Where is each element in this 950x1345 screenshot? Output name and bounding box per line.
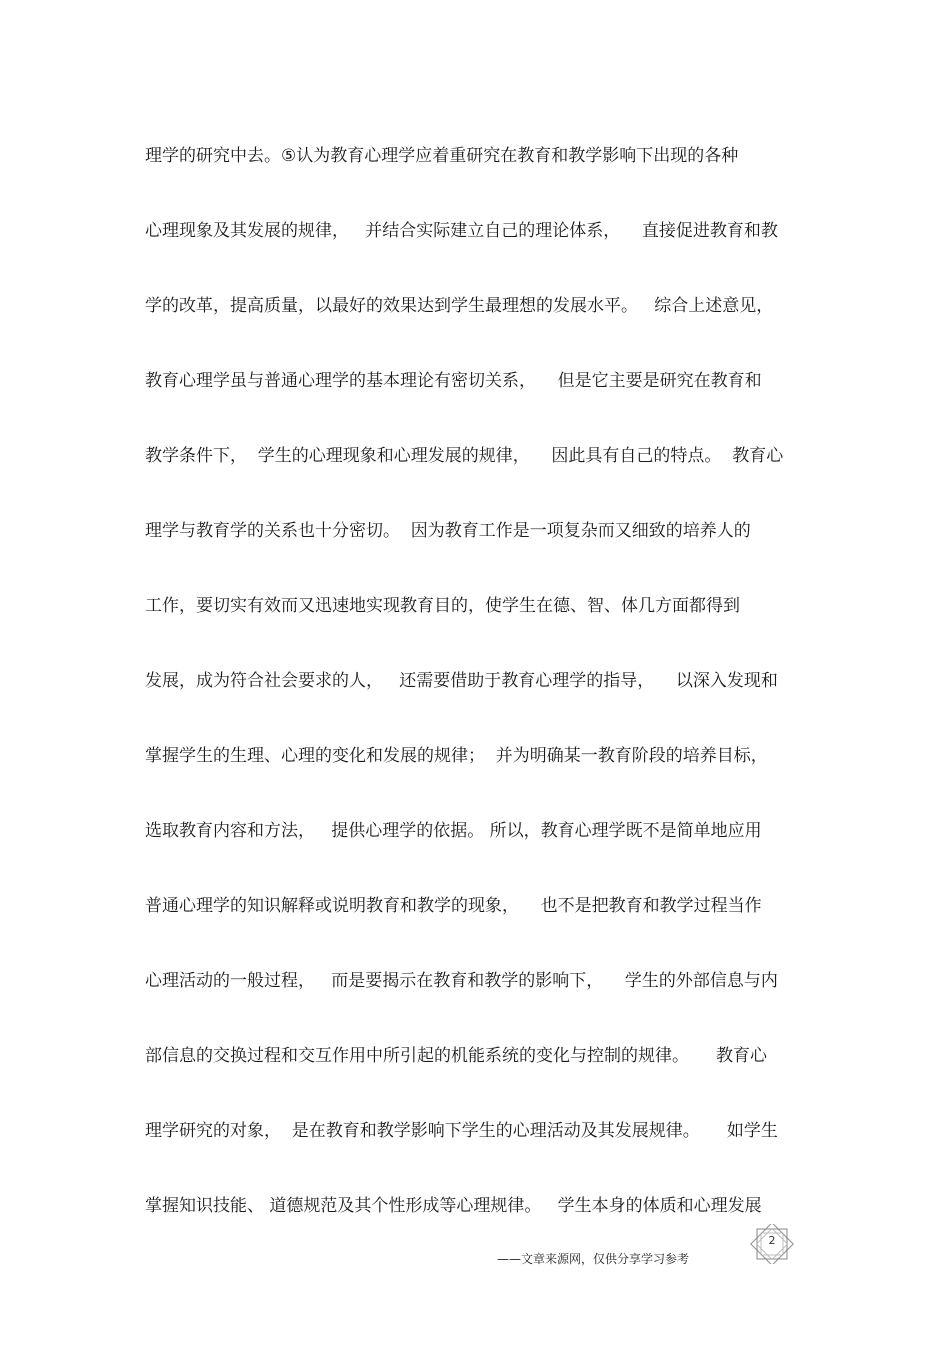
text-line-2: 心理现象及其发展的规律， 并结合实际建立自己的理论体系， 直接促进教育和教: [145, 221, 778, 241]
text-line-9: 掌握学生的生理、心理的变化和发展的规律； 并为明确某一教育阶段的培养目标，: [145, 746, 768, 766]
page-number: 2: [768, 1234, 776, 1247]
text-line-12: 心理活动的一般过程， 而是要揭示在教育和教学的影响下， 学生的外部信息与内: [145, 971, 778, 991]
text-line-14: 理学研究的对象， 是在教育和教学影响下学生的心理活动及其发展规律。 如学生: [145, 1121, 778, 1141]
text-line-10: 选取教育内容和方法， 提供心理学的依据。 所以，教育心理学既不是简单地应用: [145, 821, 762, 841]
text-line-1: 理学的研究中去。⑤认为教育心理学应着重研究在教育和教学影响下出现的各种: [145, 146, 739, 166]
source-note: ——文章来源网，仅供分享学习参考: [497, 1252, 690, 1266]
text-line-15: 掌握知识技能、 道德规范及其个性形成等心理规律。 学生本身的体质和心理发展: [145, 1196, 762, 1216]
text-line-3: 学的改革，提高质量，以最好的效果达到学生最理想的发展水平。 综合上述意见，: [145, 296, 774, 316]
body-text: [145, 138, 815, 1263]
page-number-badge: [750, 1224, 794, 1264]
text-line-5: 教学条件下， 学生的心理现象和心理发展的规律， 因此具有自己的特点。 教育心: [145, 446, 784, 466]
text-line-6: 理学与教育学的关系也十分密切。 因为教育工作是一项复杂而又细致的培养人的: [145, 521, 751, 541]
text-line-11: 普通心理学的知识解释或说明教育和教学的现象， 也不是把教育和教学过程当作: [145, 896, 762, 916]
text-line-7: 工作，要切实有效而又迅速地实现教育目的，使学生在德、智、体几方面都得到: [145, 596, 740, 616]
text-line-8: 发展，成为符合社会要求的人， 还需要借助于教育心理学的指导， 以深入发现和: [145, 671, 778, 691]
page-footer: [0, 1234, 950, 1285]
text-line-13: 部信息的交换过程和交互作用中所引起的机能系统的变化与控制的规律。 教育心: [145, 1046, 768, 1066]
text-line-4: 教育心理学虽与普通心理学的基本理论有密切关系， 但是它主要是研究在教育和: [145, 371, 762, 391]
